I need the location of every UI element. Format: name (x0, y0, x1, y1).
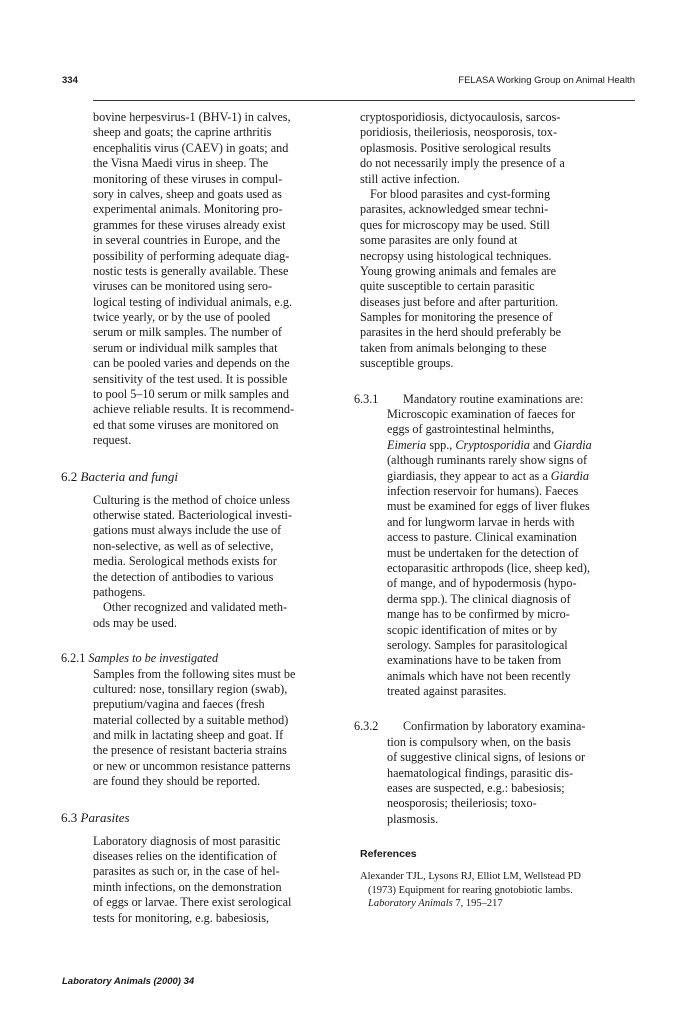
text-line: and milk in lactating sheep and goat. If (93, 728, 284, 743)
text-line: oplasmosis. Positive serological results (360, 140, 551, 155)
continued-paragraph (360, 110, 628, 187)
item-6-3-1-body-b (360, 453, 628, 468)
text-line: otherwise stated. Bacteriological investi- (93, 507, 292, 522)
text-line: ods may be used. (93, 615, 177, 630)
text-line: do not necessarily imply the presence of a (360, 156, 565, 171)
text-line: to pool 5–10 serum or milk samples and (93, 387, 289, 402)
item-6-3-1-first-line: 6.3.1 Mandatory routine examinations are: (354, 391, 584, 406)
text-line: non-selective, as well as of selective, (93, 538, 274, 553)
text-line: sory in calves, sheep and goats used as (93, 186, 282, 201)
text-line: logical testing of individual animals, e.g. (93, 294, 293, 309)
text-line: plasmosis. (387, 811, 439, 826)
journal-footer: Laboratory Animals (2000) 34 (62, 976, 195, 987)
text-line: media. Serological methods exists for (93, 554, 277, 569)
header-rule (93, 100, 635, 101)
text-line: (although ruminants rarely show signs of (387, 453, 588, 468)
section-6-2-paragraph (93, 493, 347, 601)
text-line: haematological findings, parasitic dis- (387, 765, 574, 780)
text-line: experimental animals. Monitoring pro- (93, 202, 283, 217)
text-line: minth infections, on the demonstration (93, 879, 282, 894)
text-line: serum or individual milk samples that (93, 340, 278, 355)
section-6-2-heading: 6.2 Bacteria and fungi (61, 468, 178, 484)
text-line: For blood parasites and cyst-forming (370, 186, 551, 201)
text-line: must be undertaken for the detection of (387, 545, 579, 560)
text-line: preputium/vagina and faeces (fresh (93, 697, 265, 712)
item-6-3-2-first-line: 6.3.2 Confirmation by laboratory examina- (354, 719, 586, 734)
text-line: encephalitis virus (CAEV) in goats; and (93, 140, 289, 155)
text-line: twice yearly, or by the use of pooled (93, 310, 271, 325)
text-line: achieve reliable results. It is recommend- (93, 402, 295, 417)
text-line: ques for microscopy may be used. Still (360, 217, 550, 232)
item-6-3-1-body (360, 407, 628, 438)
text-line: access to pasture. Clinical examination (387, 530, 577, 545)
text-line: grammes for these viruses already exist (93, 217, 286, 232)
blood-parasites-paragraph (360, 187, 628, 372)
text-line: animals which have not been recently (387, 668, 571, 683)
text-line: taken from animals belonging to these (360, 340, 547, 355)
text-line: parasites as such or, in the case of hel- (93, 864, 280, 879)
text-line: viruses can be monitored using sero- (93, 279, 273, 294)
text-line: susceptible groups. (360, 356, 454, 371)
text-line: Samples for monitoring the presence of (360, 310, 553, 325)
text-line: eggs of gastrointestinal helminths, (387, 422, 555, 437)
text-line: of suggestive clinical signs, of lesions or (387, 750, 586, 765)
section-6-2-1-paragraph (93, 667, 347, 790)
reference-1-line-2: (1973) Equipment for rearing gnotobiotic lambs. (368, 884, 573, 896)
text-line: tion is compulsory when, on the basis (387, 734, 571, 749)
text-line: necropsy using histological techniques. (360, 248, 552, 263)
text-line: parasites, acknowledged smear techni- (360, 202, 549, 217)
text-line: quite susceptible to certain parasitic (360, 279, 535, 294)
text-line: parasites in the herd should preferably be (360, 325, 562, 340)
text-line: Laboratory diagnosis of most parasitic (93, 833, 281, 848)
right-column (354, 110, 628, 911)
text-line: and for lungworm larvae in herds with (387, 514, 575, 529)
text-line: Microscopic examination of faeces for (387, 407, 576, 422)
section-6-3-heading: 6.3 Parasites (61, 809, 130, 825)
text-line: of eggs or larvae. There exist serological (93, 895, 292, 910)
text-line: Culturing is the method of choice unless (93, 492, 290, 507)
text-line: are found they should be reported. (93, 774, 261, 789)
text-line: infection reservoir for humans). Faeces (387, 483, 579, 498)
text-line: monitoring of these viruses in compul- (93, 171, 283, 186)
section-6-2-1-heading: 6.2.1 Samples to be investigated (61, 651, 219, 666)
text-line: diseases relies on the identification of (93, 849, 277, 864)
text-line: derma spp.). The clinical diagnosis of (387, 591, 571, 606)
text-line: request. (93, 433, 132, 448)
section-6-2-paragraph-2 (93, 600, 347, 631)
text-line: poridiosis, theileriosis, neosporosis, tox- (360, 125, 558, 140)
page-number: 334 (62, 75, 78, 86)
text-line: material collected by a suitable method) (93, 712, 289, 727)
text-line: Samples from the following sites must be (93, 666, 296, 681)
text-line: mange has to be confirmed by micro- (387, 607, 570, 622)
text-line: Young growing animals and females are (360, 263, 557, 278)
left-column (61, 110, 347, 926)
text-line: the detection of antibodies to various (93, 569, 274, 584)
text-line: serum or milk samples. The number of (93, 325, 282, 340)
text-line: of mange, and of hypodermosis (hypo- (387, 576, 577, 591)
text-line: the presence of resistant bacteria strains (93, 743, 287, 758)
text-line: examinations have to be taken from (387, 653, 562, 668)
text-line: neosporosis; theileriosis; toxo- (387, 796, 537, 811)
giardia-line: giardiasis, they appear to act as a Giardia (387, 468, 589, 483)
text-line: in several countries in Europe, and the (93, 233, 281, 248)
item-6-3-2-body (360, 735, 628, 827)
item-6-3-1-body-c (360, 484, 628, 699)
text-line: must be examined for eggs of liver flukes (387, 499, 590, 514)
text-line: still active infection. (360, 171, 460, 186)
text-line: cultured: nose, tonsillary region (swab), (93, 681, 288, 696)
text-line: eases are suspected, e.g.: babesiosis; (387, 781, 565, 796)
text-line: diseases just before and after parturition. (360, 294, 559, 309)
reference-1-line-3: Laboratory Animals 7, 195–217 (368, 898, 503, 910)
reference-1-line-1: Alexander TJL, Lysons RJ, Elliot LM, Wellstead PD (360, 871, 582, 883)
text-line: possibility of performing adequate diag- (93, 248, 290, 263)
text-line: scopic identification of mites or by (387, 622, 558, 637)
text-line: Other recognized and validated meth- (103, 600, 288, 615)
text-line: gations must always include the use of (93, 523, 282, 538)
text-line: nostic tests is generally available. These (93, 263, 289, 278)
intro-paragraph (93, 110, 347, 449)
text-line: sensitivity of the test used. It is possible (93, 371, 288, 386)
text-line: cryptosporidiosis, dictyocaulosis, sarcos- (360, 110, 561, 124)
text-line: tests for monitoring, e.g. babesiosis, (93, 910, 270, 925)
text-line: sheep and goats; the caprine arthritis (93, 125, 272, 140)
running-title: FELASA Working Group on Animal Health (458, 75, 635, 86)
text-line: ectoparasitic arthropods (lice, sheep ked), (387, 560, 591, 575)
text-line: serology. Samples for parasitological (387, 637, 568, 652)
section-6-3-paragraph (93, 834, 347, 926)
text-line: or new or uncommon resistance patterns (93, 758, 291, 773)
text-line: can be pooled varies and depends on the (93, 356, 290, 371)
text-line: the Visna Maedi virus in sheep. The (93, 156, 269, 171)
text-line: pathogens. (93, 584, 146, 599)
text-line: some parasites are only found at (360, 233, 518, 248)
genera-line: Eimeria spp., Cryptosporidia and Giardia (387, 437, 592, 452)
text-line: ed that some viruses are monitored on (93, 417, 279, 432)
text-line: treated against parasites. (387, 684, 507, 699)
text-line: bovine herpesvirus-1 (BHV-1) in calves, (93, 110, 291, 124)
references-heading: References (360, 848, 417, 861)
